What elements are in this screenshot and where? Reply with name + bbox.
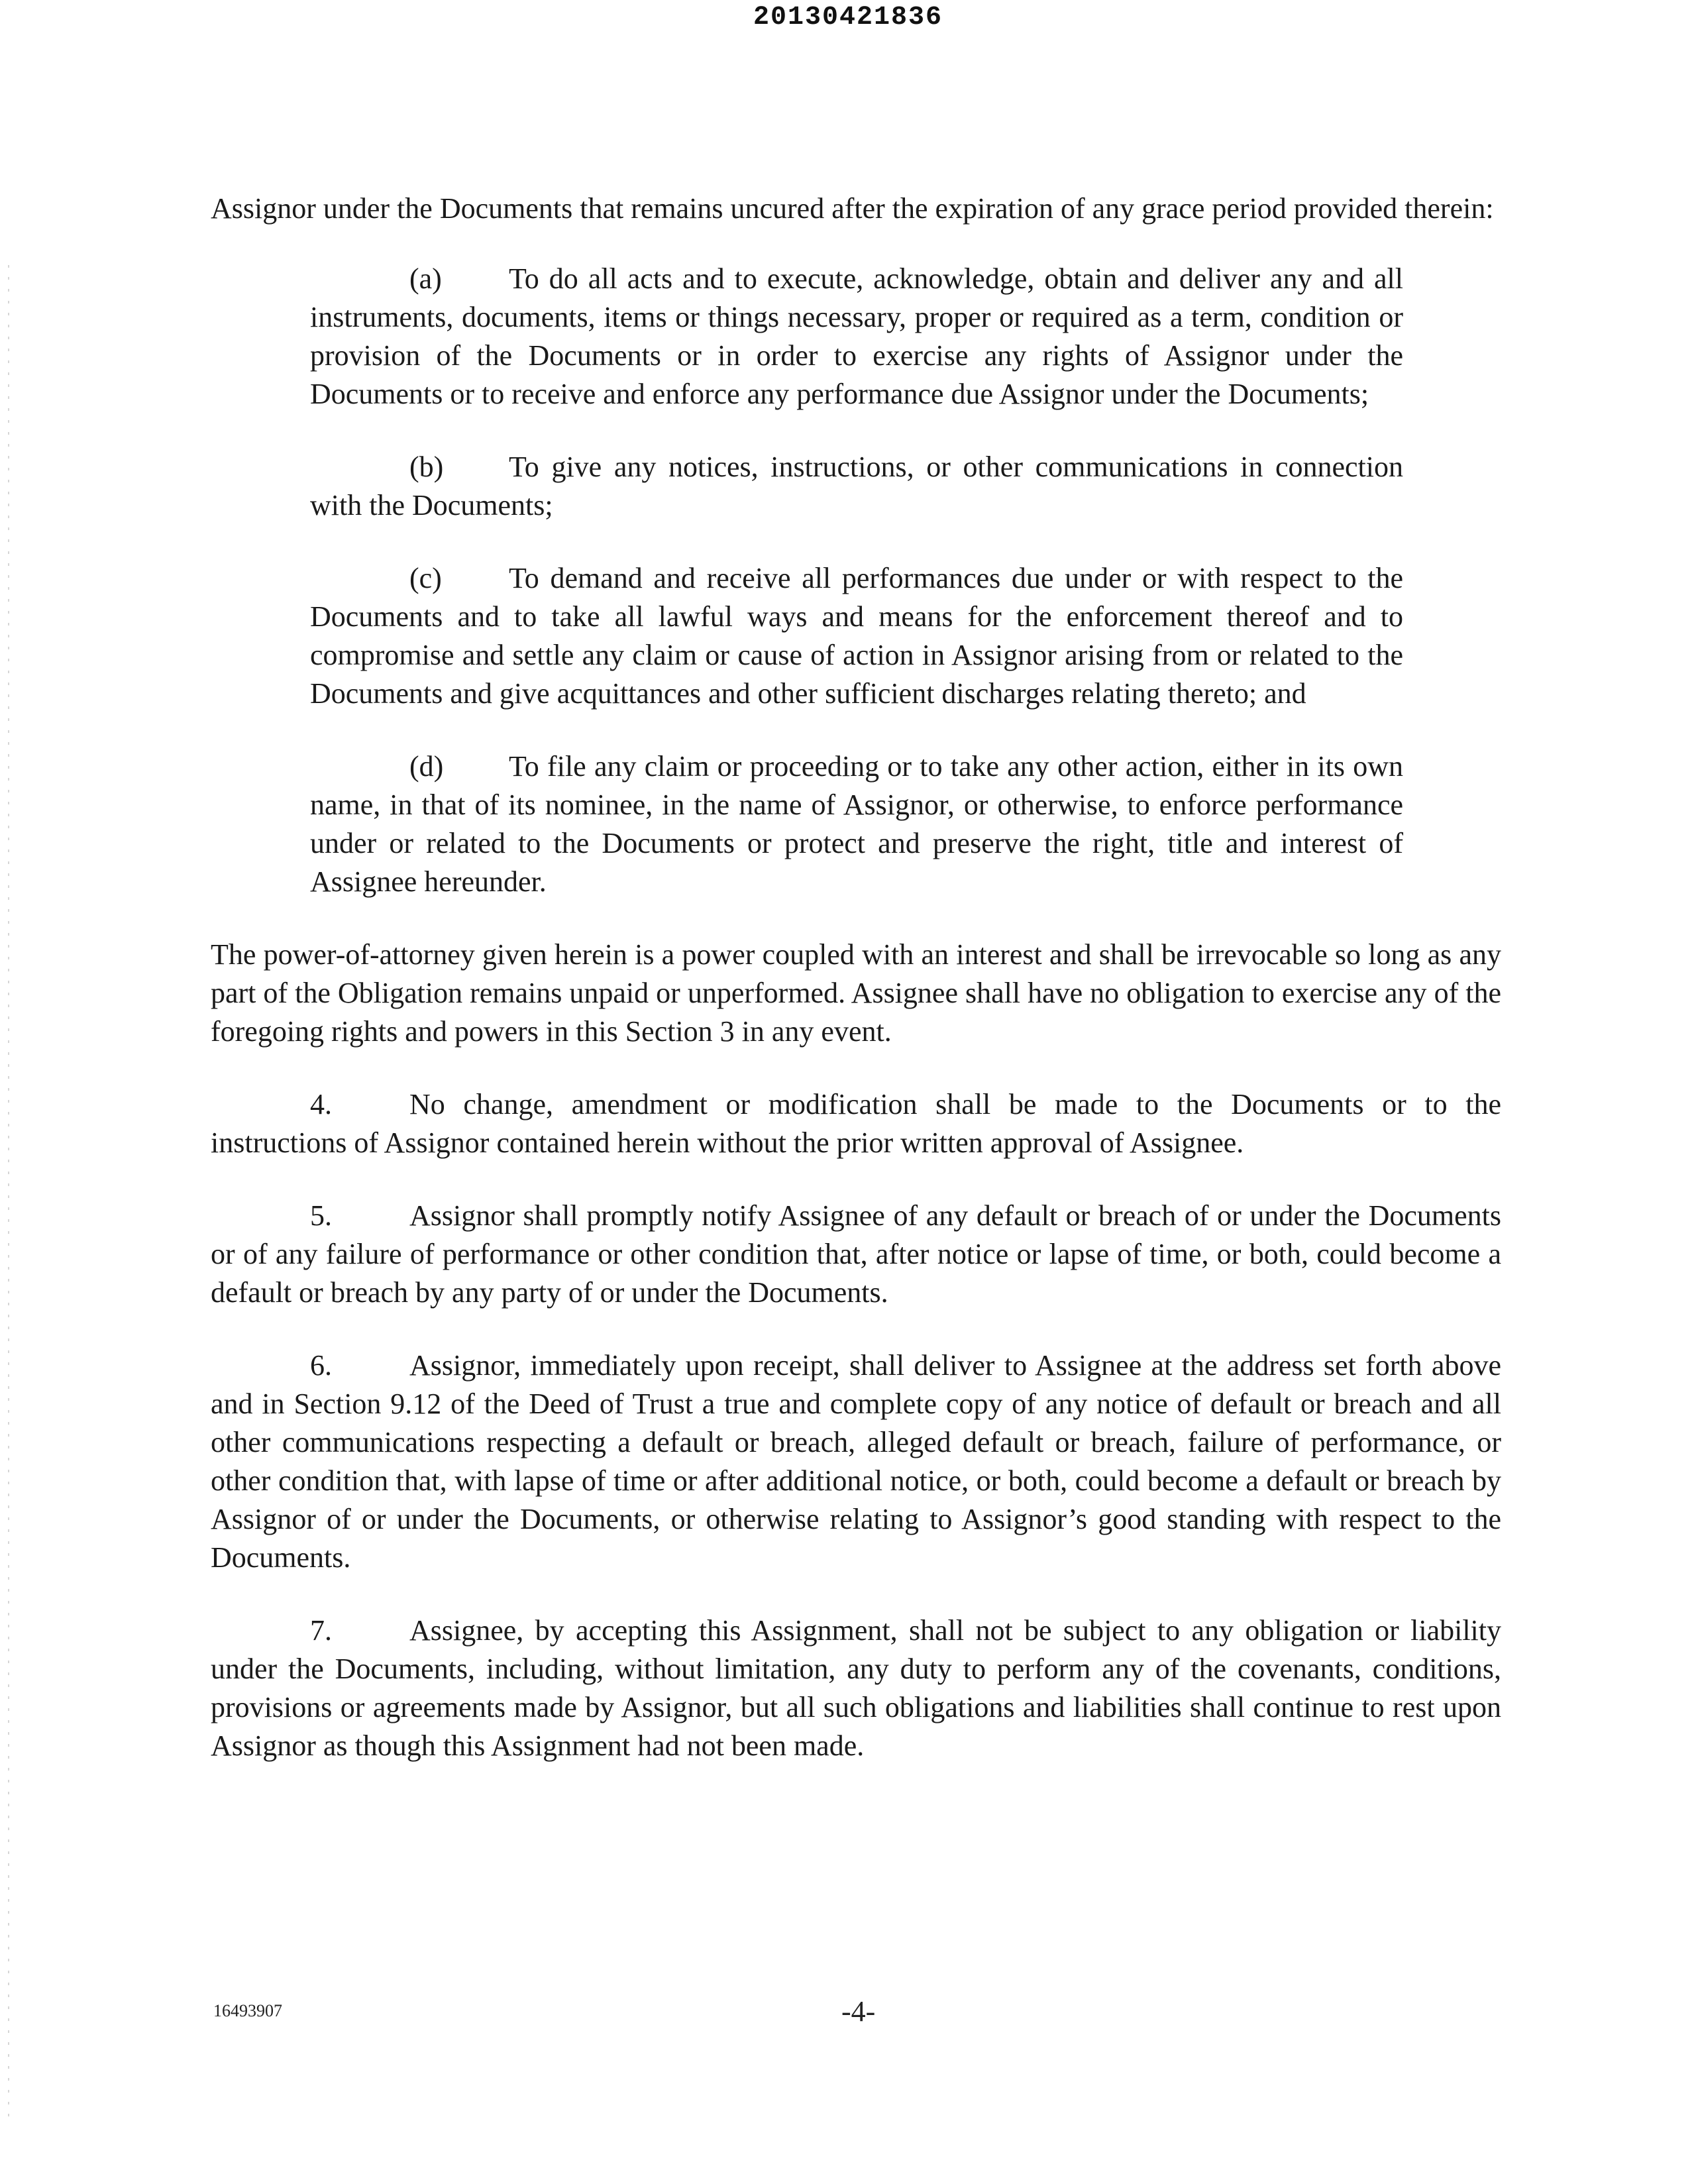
power-of-attorney-paragraph: The power-of-attorney given herein is a power coupled with an interest and shall be irrevocable so long as any part of the Obligation remains unpaid or unperformed. Assignee shall have no obligation to exercise any of the foregoing rights and powers in this Section 3 in any event. <box>211 938 1501 1048</box>
section-text: Assignor shall promptly notify Assignee of any default or breach of or under the Documents or of any failure of performance or other condition that, after notice or lapse of time, or both, could become a default or breach by any party of or under the Documents. <box>211 1199 1501 1309</box>
section-text: Assignor, immediately upon receipt, shall deliver to Assignee at the address set forth above and in Section 9.12 of the Deed of Trust a true and complete copy of any notice of default or breach and all other communications respecting a default or breach, alleged default or breach, failure of performance, or other condition that, with lapse of time or after additional notice, or both, could become a default or breach by Assignor of or under the Documents, or otherwise relating to Assignor’s good standing with respect to the Documents. <box>211 1349 1501 1574</box>
section-text: No change, amendment or modification shall be made to the Documents or to the instructions of Assignor contained herein without the prior written approval of Assignee. <box>211 1088 1501 1159</box>
section-number: 7. <box>310 1614 332 1647</box>
sub-item-text: To file any claim or proceeding or to take any other action, either in its own name, in that of its nominee, in the name of Assignor, or otherwise, to enforce performance under or related to the Documents or protect and preserve the right, title and interest of Assignee hereunder. <box>310 750 1403 898</box>
sub-item-label: (b) <box>409 451 444 483</box>
section-5 <box>211 1197 1501 1312</box>
scan-edge-artifact <box>8 265 9 2120</box>
sub-item-label: (a) <box>409 262 442 295</box>
sub-item-label: (d) <box>409 750 444 783</box>
section-4 <box>211 1085 1501 1162</box>
sub-item-text: To demand and receive all performances due under or with respect to the Documents and to take all lawful ways and means for the enforcement thereof and to compromise and settle any claim or cause of action in Assignor arising from or related to the Documents and give acquittances and other sufficient discharges relating thereto; and <box>310 562 1403 710</box>
sub-item-b <box>310 448 1403 525</box>
sub-item-text: To do all acts and to execute, acknowledge, obtain and deliver any and all instruments, documents, items or things necessary, proper or required as a term, condition or provision of the Documents or in order to exercise any rights of Assignor under the Documents or to receive and enforce any performance due Assignor under the Documents; <box>310 262 1403 410</box>
footer-document-id: 16493907 <box>213 2001 282 2020</box>
sub-item-a <box>310 260 1403 413</box>
section-number: 6. <box>310 1349 332 1382</box>
page-number: -4- <box>841 1995 876 2028</box>
section-text: Assignee, by accepting this Assignment, shall not be subject to any obligation or liability under the Documents, including, without limitation, any duty to perform any of the covenants, conditions, provisions or agreements made by Assignor, but all such obligations and liabilities shall continue to rest upon Assignor as though this Assignment had not been made. <box>211 1614 1501 1762</box>
section-6 <box>211 1346 1501 1577</box>
section-number: 4. <box>310 1088 332 1120</box>
sub-item-c <box>310 559 1403 713</box>
lead-paragraph: Assignor under the Documents that remains uncured after the expiration of any grace period provided therein: <box>211 192 1494 225</box>
sub-item-d <box>310 747 1403 901</box>
sub-item-label: (c) <box>409 562 442 594</box>
sub-item-text: To give any notices, instructions, or other communications in connection with the Documents; <box>310 451 1403 521</box>
recording-number: 20130421836 <box>753 3 943 32</box>
document-body <box>211 190 1501 1800</box>
section-number: 5. <box>310 1199 332 1232</box>
section-7 <box>211 1611 1501 1765</box>
